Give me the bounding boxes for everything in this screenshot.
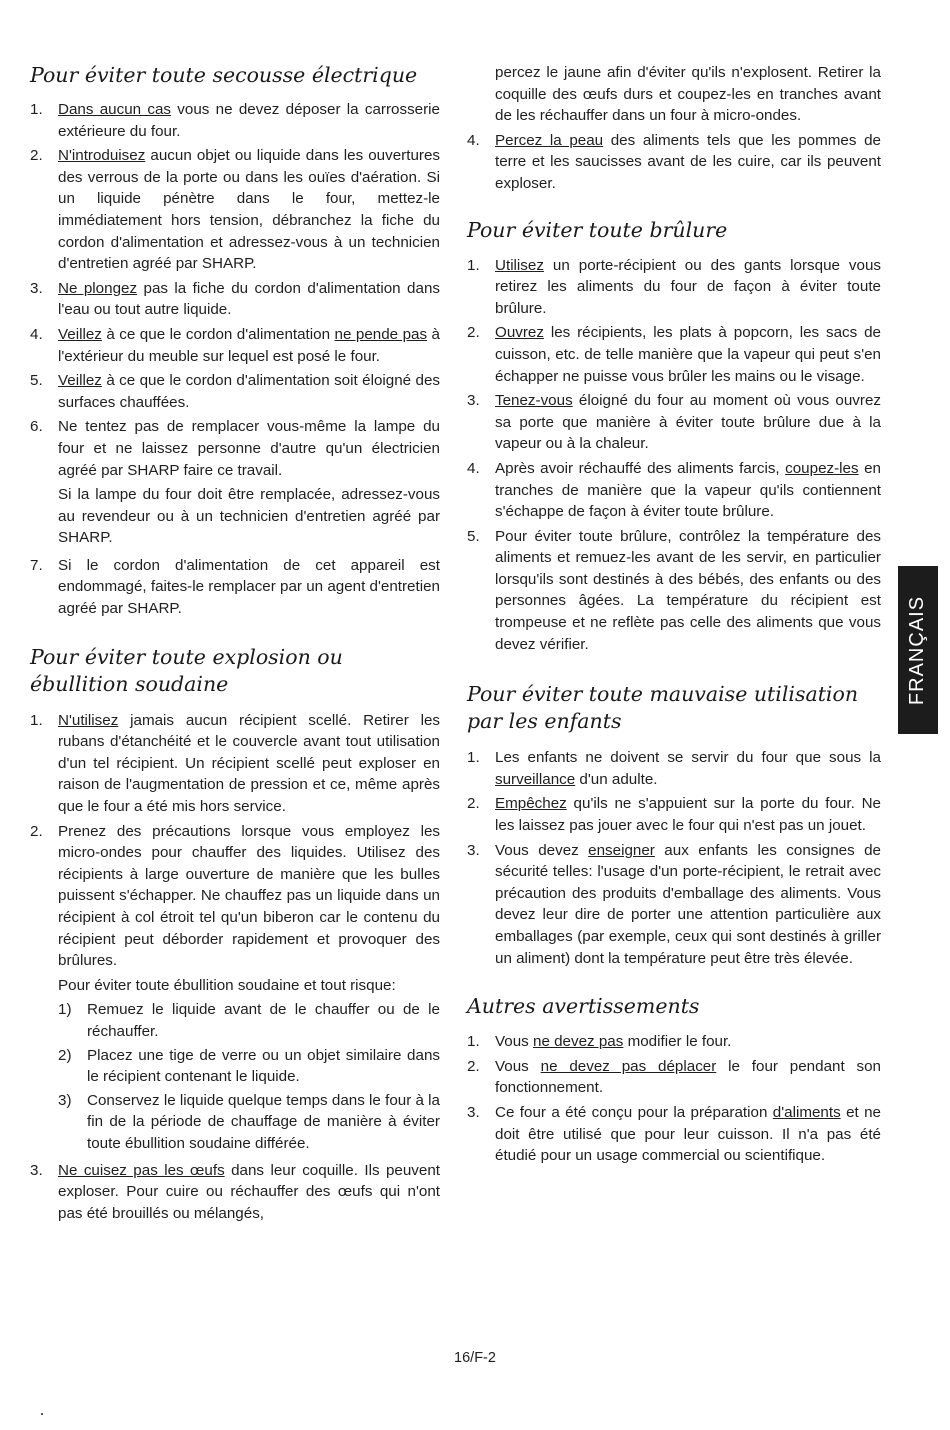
section-title-electric-shock: Pour éviter toute secousse électrique <box>30 63 418 87</box>
list-item: 2. N'introduisez aucun objet ou liquide dans les ouvertures des verrous de la porte ou dans les ouïes d'aération. Si un liquide pénètre dans le four, mettez-le immédiatement hors tension, débranchez la fiche du cordon d'alimentation et adressez-vous à un technicien d'entretien agréé par SHARP. <box>30 147 440 273</box>
list-item: 2. Vous ne devez pas déplacer le four pendant son fonctionnement. <box>467 1057 882 1097</box>
electric-shock-list <box>30 99 440 620</box>
list-item: 1. N'utilisez jamais aucun récipient scellé. Retirer les rubans d'étanchéité et le couvercle avant tout utilisation d'un tel récipient. Un récipient scellé peut exploser en raison de l'augmentation de pression et ce, même après que le four a été mis hors service. <box>30 711 440 816</box>
language-tab-label: FRANÇAIS <box>906 595 929 705</box>
list-item: 4. Après avoir réchauffé des aliments farcis, coupez-les en tranches de manière que la vapeur qu'ils contiennent s'échappe de façon à éviter toute brûlure. <box>467 459 881 521</box>
list-item: 1. Utilisez un porte-récipient ou des gants lorsque vous retirez les aliments du four de façon à éviter toute brûlure. <box>467 256 881 317</box>
list-item: 1. Vous ne devez pas modifier le four. <box>467 1033 732 1051</box>
section-title-other-warnings: Autres avertissements <box>467 994 700 1019</box>
scan-speck <box>41 1413 43 1415</box>
list-item: 5. Veillez à ce que le cordon d'alimentation soit éloigné des surfaces chauffées. <box>30 372 440 411</box>
list-item: 4. Percez la peau des aliments tels que les pommes de terre et les saucisses avant de les cuire, car ils peuvent exploser. <box>467 131 881 192</box>
list-item: 6. Ne tentez pas de remplacer vous-même la lampe du four et ne laissez personne d'autre qu'un électricien agréé par SHARP faire ce travail. Si la lampe du four doit être remplacée, adressez-vous au revendeur ou à un technicien d'entretien agréé par SHARP. <box>30 418 440 547</box>
list-item: 3. Ne cuisez pas les œufs dans leur coquille. Ils peuvent exploser. Pour cuire ou réchauffer des œufs qui n'ont pas été brouillés ou mélangés, <box>30 1161 441 1222</box>
list-item: 5. Pour éviter toute brûlure, contrôlez la température des aliments et remuez-les avant de les servir, en particulier lorsqu'ils sont destinés à des bébés, des enfants ou des personnes âgées. La température du récipient est trompeuse et ne reflète pas celle des aliments que vous devez vérifier. <box>467 527 881 653</box>
list-item: 1. Les enfants ne doivent se servir du four que sous la surveillance d'un adulte. <box>467 749 881 788</box>
list-item: 7. Si le cordon d'alimentation de cet appareil est endommagé, faites-le remplacer par un agent d'entretien agréé par SHARP. <box>30 556 440 618</box>
sub-list-item: 3) Conservez le liquide quelque temps dans le four à la fin de la période de chauffage de manière à éviter toute ébullition soudaine différée. <box>58 1091 440 1152</box>
list-item: 1. Dans aucun cas vous ne devez déposer la carrosserie extérieure du four. <box>30 101 440 140</box>
children-list <box>467 747 881 969</box>
list-item: 2. Empêchez qu'ils ne s'appuient sur la porte du four. Ne les laissez pas jouer avec le four qui n'est pas un jouet. <box>467 795 881 835</box>
explosion-list <box>30 710 440 1225</box>
list-item: 3. Ce four a été conçu pour la préparation d'aliments et ne doit être utilisé que pour leur cuisson. Il n'a pas été étudié pour un usage commercial ou scientifique. <box>467 1103 882 1165</box>
list-item: 3. Ne plongez pas la fiche du cordon d'alimentation dans l'eau ou tout autre liquide. <box>30 279 440 319</box>
continued-paragraph: percez le jaune afin d'éviter qu'ils n'explosent. Retirer la coquille des œufs durs et coupez-les en tranches avant de les réchauffer dans un four à micro-ondes. <box>495 64 881 125</box>
list-item: 4. Veillez à ce que le cordon d'alimentation ne pende pas à l'extérieur du meuble sur lequel est posé le four. <box>30 325 440 365</box>
section-title-explosion: Pour éviter toute explosion ou ébullition soudaine <box>30 644 343 696</box>
section-title-children: Pour éviter toute mauvaise utilisation par les enfants <box>467 682 859 734</box>
list-item: 2. Ouvrez les récipients, les plats à popcorn, les sacs de cuisson, etc. de telle manière que la vapeur qui peut s'en échapper ne puisse vous brûler les mains ou le visage. <box>467 324 881 385</box>
page-number: 16/F-2 <box>454 1350 496 1366</box>
explosion-list-continued <box>467 130 881 195</box>
sub-list <box>58 999 440 1154</box>
section-title-burns: Pour éviter toute brûlure <box>467 217 728 242</box>
list-item: 2. Prenez des précautions lorsque vous employez les micro-ondes pour chauffer des liquides. Utilisez des récipients à large ouverture de manière que les bulles puissent s'échapper. Ne chauffez pas un liquide dans un récipient à col étroit tel qu'un biberon car le contenu du récipient peut déborder rapidement et provoquer des brûlures. Pour éviter toute ébullition soudaine et tout risque: 1) Remuez le liquide avant de le chauffer ou de le réchauffer. 2) Placez une tige de verre ou un objet similaire dans le récipient contenant le liquide. 3) Conservez le liquide quelque temps dans le four à la fin de la période de chauffage de manière à éviter toute ébullition soudaine différée. <box>30 821 440 1157</box>
right-column <box>467 62 881 1170</box>
language-tab <box>898 566 938 734</box>
list-item: 3. Vous devez enseigner aux enfants les consignes de sécurité telles: l'usage d'un porte-récipient, le retrait avec précaution des produits d'emballage des aliments. Vous devez leur dire de porter une attention particulière aux emballages (par exemple, ceux qui sont destinés à griller un aliment) dont la température peut être très élevée. <box>467 841 881 967</box>
sub-list-item: 1) Remuez le liquide avant de le chauffer ou de le réchauffer. <box>58 1001 440 1040</box>
list-item: 3. Tenez-vous éloigné du four au moment où vous ouvrez sa porte que manière à éviter toute brûlure due à la vapeur ou à la chaleur. <box>467 392 881 453</box>
other-warnings-list <box>467 1031 881 1167</box>
sub-list-item: 2) Placez une tige de verre ou un objet similaire dans le récipient contenant le liquide. <box>58 1046 440 1086</box>
burns-list <box>467 255 881 656</box>
left-column <box>30 62 440 1227</box>
